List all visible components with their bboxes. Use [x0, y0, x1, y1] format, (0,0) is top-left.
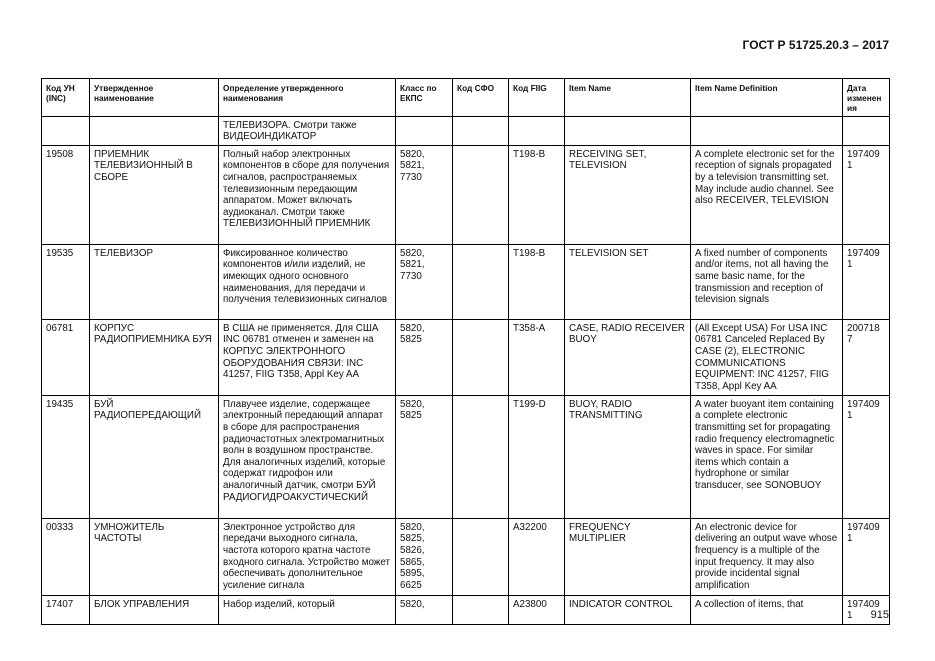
cell-class: 5820, 5825, 5826, 5865, 5895, 6625	[396, 518, 453, 595]
cell-item-name: FREQUENCY MULTIPLIER	[565, 518, 691, 595]
cell-item-name: TELEVISION SET	[565, 244, 691, 319]
cell-inc	[42, 116, 90, 145]
header-item-name: Item Name	[565, 79, 691, 117]
cell-inc: 19435	[42, 395, 90, 518]
header-item-definition: Item Name Definition	[691, 79, 843, 117]
cell-inc: 06781	[42, 319, 90, 395]
cell-name-ru: УМНОЖИТЕЛЬ ЧАСТОТЫ	[90, 518, 219, 595]
cell-class: 5820, 5821, 7730	[396, 244, 453, 319]
header-definition: Определение утвержденного наименования	[219, 79, 396, 117]
cell-def-ru: Плавучее изделие, содержащее электронный передающий аппарат в сборе для распространения радиочастотных электромагнитных волн в воздушном пространстве. Для аналогичных изделий, которые содержат гидрофон или аналогичный датчик, смотри БУЙ РАДИОГИДРОАКУСТИЧЕСКИЙ	[219, 395, 396, 518]
cell-sfo	[453, 595, 509, 624]
cell-sfo	[453, 116, 509, 145]
cell-class: 5820, 5821, 7730	[396, 145, 453, 244]
table-row	[42, 518, 890, 595]
cell-fiig: T358-A	[509, 319, 565, 395]
cell-name-ru	[90, 116, 219, 145]
page-number: 915	[870, 609, 889, 621]
cell-date: 1974091	[843, 145, 890, 244]
header-approved-name: Утвержденное наименование	[90, 79, 219, 117]
table-row	[42, 145, 890, 244]
table-header-row	[42, 79, 890, 117]
cell-date: 1974091	[843, 595, 890, 624]
cell-fiig: A23800	[509, 595, 565, 624]
cell-fiig: T198-B	[509, 244, 565, 319]
table-row	[42, 319, 890, 395]
cell-fiig: A32200	[509, 518, 565, 595]
cell-def-ru: Электронное устройство для передачи выходного сигнала, частота которого кратна частоте входного сигнала. Устройство может обеспечивать дополнительное усиление сигнала	[219, 518, 396, 595]
cell-inc: 19535	[42, 244, 90, 319]
cell-sfo	[453, 395, 509, 518]
cell-item-def	[691, 116, 843, 145]
item-name-table	[41, 78, 890, 625]
cell-def-ru: В США не применяется. Для США INC 06781 отменен и заменен на КОРПУС ЭЛЕКТРОННОГО ОБОРУДОВАНИЯ СВЯЗИ: INC 41257, FIIG T358, Appl Key AA	[219, 319, 396, 395]
cell-fiig	[509, 116, 565, 145]
cell-inc: 17407	[42, 595, 90, 624]
cell-date: 1974091	[843, 395, 890, 518]
cell-inc: 19508	[42, 145, 90, 244]
header-class: Класс по ЕКПС	[396, 79, 453, 117]
cell-class: 5820, 5825	[396, 319, 453, 395]
cell-inc: 00333	[42, 518, 90, 595]
header-date: Дата изменения	[843, 79, 890, 117]
table-row	[42, 395, 890, 518]
header-fiig: Код FIIG	[509, 79, 565, 117]
cell-fiig: T199-D	[509, 395, 565, 518]
cell-date: 1974091	[843, 244, 890, 319]
cell-fiig: T198-B	[509, 145, 565, 244]
cell-name-ru: ТЕЛЕВИЗОР	[90, 244, 219, 319]
cell-class	[396, 116, 453, 145]
cell-item-name	[565, 116, 691, 145]
table-row	[42, 595, 890, 624]
cell-date: 1974091	[843, 518, 890, 595]
cell-class: 5820,	[396, 595, 453, 624]
cell-sfo	[453, 145, 509, 244]
cell-date: 2007187	[843, 319, 890, 395]
cell-name-ru: ПРИЕМНИК ТЕЛЕВИЗИОННЫЙ В СБОРЕ	[90, 145, 219, 244]
cell-item-def: A complete electronic set for the reception of signals propagated by a television transmitting set. May include audio channel. See also RECEIVER, TELEVISION	[691, 145, 843, 244]
cell-sfo	[453, 319, 509, 395]
table-row	[42, 116, 890, 145]
header-sfo: Код СФО	[453, 79, 509, 117]
cell-item-def: (All Except USA) For USA INC 06781 Canceled Replaced By CASE (2), ELECTRONIC COMMUNICATIONS EQUIPMENT: INC 41257, FIIG T358, Appl Key AA	[691, 319, 843, 395]
cell-class: 5820, 5825	[396, 395, 453, 518]
cell-def-ru: Набор изделий, который	[219, 595, 396, 624]
cell-def-ru: Фиксированное количество компонентов и/или изделий, не имеющих одного основного наименования, для передачи и получения телевизионных сигналов	[219, 244, 396, 319]
cell-name-ru: КОРПУС РАДИОПРИЕМНИКА БУЯ	[90, 319, 219, 395]
table-row	[42, 244, 890, 319]
cell-def-ru: ТЕЛЕВИЗОРА. Смотри также ВИДЕОИНДИКАТОР	[219, 116, 396, 145]
document-header: ГОСТ Р 51725.20.3 – 2017	[742, 38, 889, 52]
cell-name-ru: БЛОК УПРАВЛЕНИЯ	[90, 595, 219, 624]
cell-item-name: CASE, RADIO RECEIVER BUOY	[565, 319, 691, 395]
cell-item-name: BUOY, RADIO TRANSMITTING	[565, 395, 691, 518]
cell-item-def: An electronic device for delivering an output wave whose frequency is a multiple of the input frequency. It may also provide incidental signal amplification	[691, 518, 843, 595]
cell-item-name: INDICATOR CONTROL	[565, 595, 691, 624]
cell-sfo	[453, 518, 509, 595]
header-inc: Код УН (INC)	[42, 79, 90, 117]
cell-sfo	[453, 244, 509, 319]
cell-name-ru: БУЙ РАДИОПЕРЕДАЮЩИЙ	[90, 395, 219, 518]
cell-item-def: A collection of items, that	[691, 595, 843, 624]
cell-date	[843, 116, 890, 145]
cell-item-def: A fixed number of components and/or items, not all having the same basic name, for the transmission and reception of television signals	[691, 244, 843, 319]
cell-item-def: A water buoyant item containing a complete electronic transmitting set for propagating radio frequency electromagnetic waves in space. For similar items which contain a hydrophone or similar transducer, see SONOBUOY	[691, 395, 843, 518]
cell-item-name: RECEIVING SET, TELEVISION	[565, 145, 691, 244]
cell-def-ru: Полный набор электронных компонентов в сборе для получения сигналов, распространяемых телевизионным передающим аппаратом. Может включать аудиоканал. Смотри также ТЕЛЕВИЗИОННЫЙ ПРИЕМНИК	[219, 145, 396, 244]
